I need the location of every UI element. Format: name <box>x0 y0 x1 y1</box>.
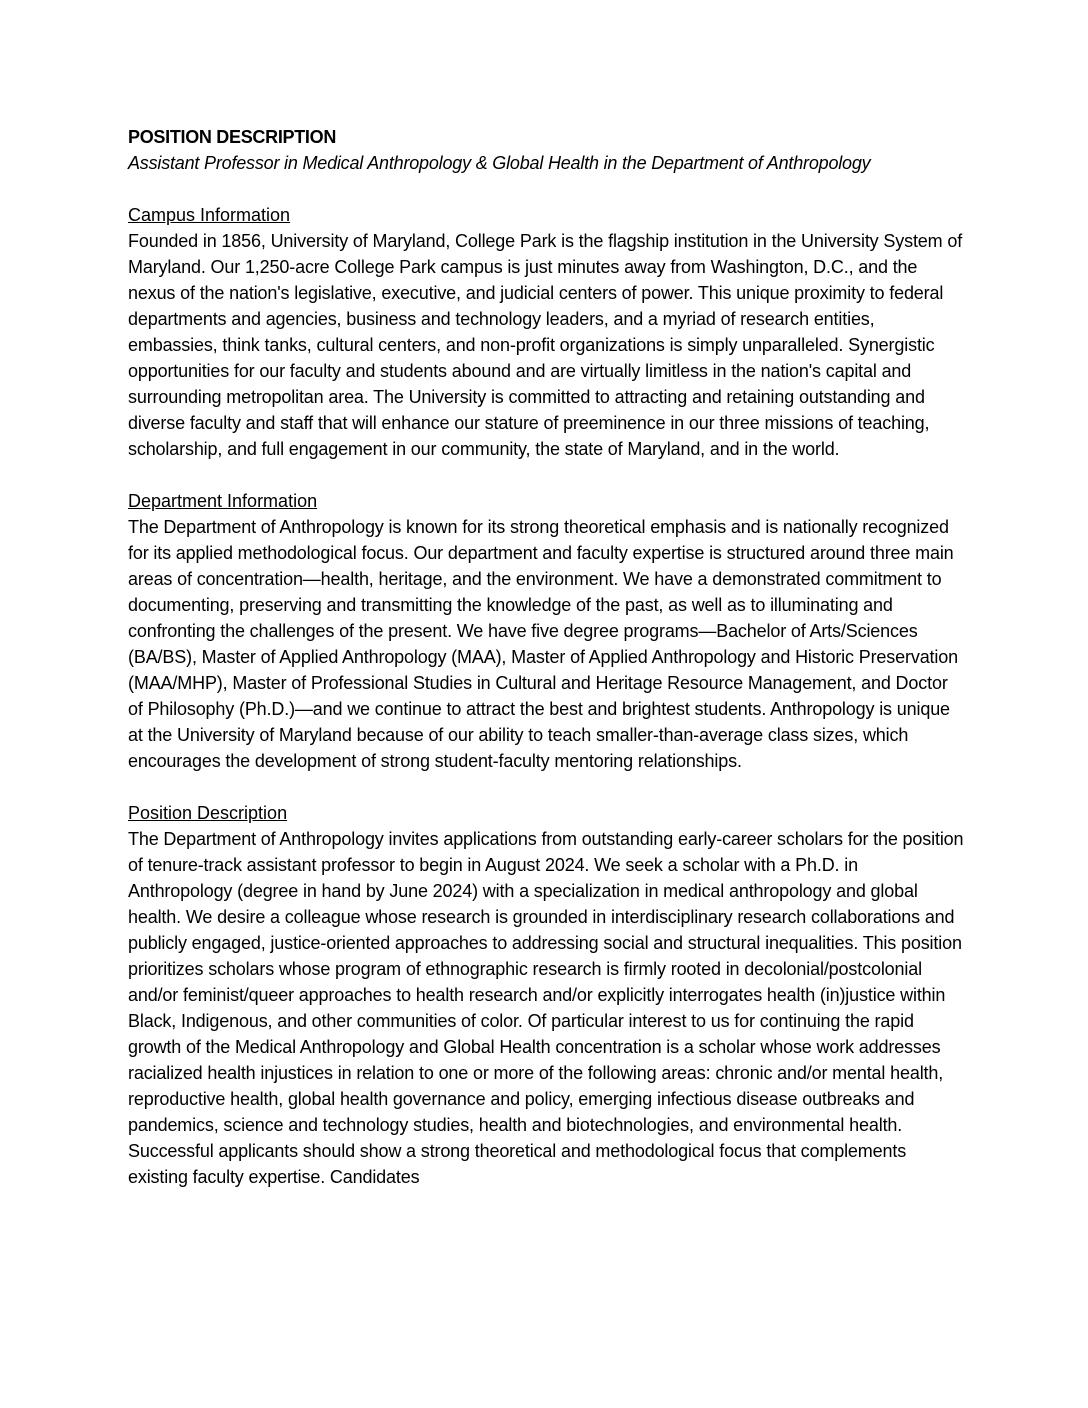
section-department-information <box>128 488 964 774</box>
document-page <box>128 124 964 1190</box>
document-title: POSITION DESCRIPTION <box>128 127 337 147</box>
section-heading: Department Information <box>128 491 318 511</box>
section-campus-information <box>128 202 964 462</box>
section-position-description <box>128 800 964 1190</box>
section-body: The Department of Anthropology invites applications from outstanding early-career scholars for the position of tenure-track assistant professor to begin in August 2024. We seek a scholar with a Ph.D. in Anthropology (degree in hand by June 2024) with a specialization in medical anthropology and global health. We desire a colleague whose research is grounded in interdisciplinary research collaborations and publicly engaged, justice-oriented approaches to addressing social and structural inequalities. This position prioritizes scholars whose program of ethnographic research is firmly rooted in decolonial/postcolonial and/or feminist/queer approaches to health research and/or explicitly interrogates health (in)justice within Black, Indigenous, and other communities of color. Of particular interest to us for continuing the rapid growth of the Medical Anthropology and Global Health concentration is a scholar whose work addresses racialized health injustices in relation to one or more of the following areas: chronic and/or mental health, reproductive health, global health governance and policy, emerging infectious disease outbreaks and pandemics, science and technology studies, health and biotechnologies, and environmental health. Successful applicants should show a strong theoretical and methodological focus that complements existing faculty expertise. Candidates <box>128 829 964 1187</box>
document-subtitle: Assistant Professor in Medical Anthropology & Global Health in the Department of Anthropology <box>128 153 871 173</box>
section-body: The Department of Anthropology is known for its strong theoretical emphasis and is nationally recognized for its applied methodological focus. Our department and faculty expertise is structured around three main areas of concentration—health, heritage, and the environment. We have a demonstrated commitment to documenting, preserving and transmitting the knowledge of the past, as well as to illuminating and confronting the challenges of the present. We have five degree programs—Bachelor of Arts/Sciences (BA/BS), Master of Applied Anthropology (MAA), Master of Applied Anthropology and Historic Preservation (MAA/MHP), Master of Professional Studies in Cultural and Heritage Resource Management, and Doctor of Philosophy (Ph.D.)—and we continue to attract the best and brightest students. Anthropology is unique at the University of Maryland because of our ability to teach smaller-than-average class sizes, which encourages the development of strong student-faculty mentoring relationships. <box>128 517 958 771</box>
section-heading: Position Description <box>128 803 288 823</box>
section-heading: Campus Information <box>128 205 291 225</box>
section-body: Founded in 1856, University of Maryland, College Park is the flagship institution in the University System of Maryland. Our 1,250-acre College Park campus is just minutes away from Washington, D.C., and the nexus of the nation's legislative, executive, and judicial centers of power. This unique proximity to federal departments and agencies, business and technology leaders, and a myriad of research entities, embassies, think tanks, cultural centers, and non-profit organizations is simply unparalleled. Synergistic opportunities for our faculty and students abound and are virtually limitless in the nation's capital and surrounding metropolitan area. The University is committed to attracting and retaining outstanding and diverse faculty and staff that will enhance our stature of preeminence in our three missions of teaching, scholarship, and full engagement in our community, the state of Maryland, and in the world. <box>128 231 963 459</box>
